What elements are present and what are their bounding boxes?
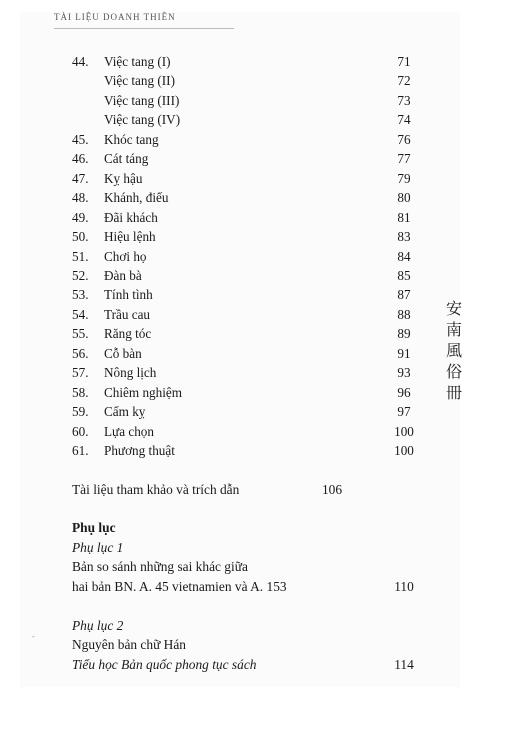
toc-page-number: 74 [397,112,411,128]
references-page: 106 [321,482,343,497]
toc-number: 45. [72,131,89,147]
toc-number: 60. [72,423,89,439]
references-title: Tài liệu tham khảo và trích dẫn [72,482,240,497]
toc-entry [0,71,515,91]
toc-entry [0,169,515,189]
toc-entry [0,130,515,150]
header-rule [54,28,234,29]
toc-number: 47. [72,170,89,186]
toc-entry [0,110,515,130]
appendix-2-line-2: Tiểu học Bản quốc phong tục sách [72,657,257,672]
vertical-chinese-title [444,298,464,403]
toc-entry [0,285,515,305]
toc-number: 55. [72,326,89,342]
toc-entry [0,227,515,247]
toc-title: Việc tang (II) [104,73,175,89]
toc-entry [0,266,515,286]
toc-page-number: 85 [397,267,411,283]
title-char: 冊 [445,383,462,402]
toc-title: Lựa chọn [104,423,154,439]
toc-number: 59. [72,404,89,420]
toc-title: Trầu cau [104,306,151,322]
toc-title: Đàn bà [104,267,142,283]
toc-number: 56. [72,345,89,361]
toc-number: 49. [72,209,89,225]
toc-page-number: 97 [397,404,411,420]
toc-number: 57. [72,365,89,381]
page-mark: - [32,632,35,641]
toc-entry [0,208,515,228]
toc-entry [0,52,515,72]
toc-number: 46. [72,151,89,167]
toc-entry [0,383,515,403]
appendix-1-label: Phụ lục 1 [72,540,124,555]
title-char: 南 [445,320,462,339]
toc-entry [0,324,515,344]
toc-title: Phương thuật [104,443,175,458]
toc-number: 52. [72,267,89,283]
toc-entry [0,441,515,461]
appendix-1-page: 110 [394,579,414,594]
appendix-2-line-1: Nguyên bản chữ Hán [72,637,186,652]
toc-page-number: 76 [397,131,411,147]
toc-title: Nông lịch [104,365,157,381]
toc-page-number: 100 [394,423,414,439]
toc-number: 51. [72,248,89,264]
toc-title: Hiệu lệnh [104,229,156,245]
toc-page-number: 93 [397,365,411,381]
toc-number: 48. [72,190,89,206]
toc-number: 61. [72,443,89,458]
toc-page-number: 88 [397,306,411,322]
toc-title: Cấm kỵ [104,404,146,420]
toc-title: Tính tình [104,287,153,303]
toc-page-number: 72 [397,73,411,89]
title-char: 風 [445,341,462,360]
toc-page-number: 89 [397,326,411,342]
toc-entry [0,91,515,111]
toc-title: Răng tóc [104,326,152,342]
toc-page-number: 81 [397,209,411,225]
toc-title: Việc tang (IV) [104,112,181,128]
toc-number: 50. [72,229,89,245]
title-char: 安 [445,299,462,318]
toc-page-number: 77 [397,151,411,167]
toc-entry [0,247,515,267]
toc-page-number: 71 [397,54,411,69]
toc-page-number: 91 [397,345,411,361]
appendix-1-line-2: hai bản BN. A. 45 vietnamien và A. 153 [72,579,287,594]
title-char: 俗 [445,362,462,381]
toc-page-number: 83 [397,229,411,245]
toc-title: Cỗ bàn [104,345,142,361]
toc-entry [0,149,515,169]
appendix-2-page: 114 [394,657,414,672]
toc-title: Việc tang (I) [104,54,171,69]
toc-number: 54. [72,306,89,322]
toc-page-number: 84 [397,248,411,264]
toc-title: Việc tang (III) [104,92,180,108]
toc-page-number: 80 [397,190,411,206]
toc-number: 44. [72,54,89,69]
toc-entry [0,188,515,208]
toc-page-number: 73 [397,92,411,108]
toc-page-number: 96 [397,384,411,400]
toc-title: Khóc tang [104,131,159,147]
toc-title: Đãi khách [104,209,158,225]
toc-entry [0,344,515,364]
toc-entry [0,422,515,442]
toc-number: 58. [72,384,89,400]
toc-entry [0,402,515,422]
running-header: TÀI LIỆU DOANH THIÊN [54,12,176,22]
toc-title: Cát táng [104,151,149,167]
toc-entry [0,305,515,325]
toc-page-number: 100 [394,443,414,458]
toc-page-number: 87 [397,287,411,303]
toc-title: Khánh, điếu [104,190,169,206]
toc-entry [0,363,515,383]
toc-page-number: 79 [397,170,411,186]
toc-title: Chơi họ [104,248,147,264]
appendix-heading: Phụ lục [72,520,116,535]
references-entry [0,480,360,500]
toc-title: Kỵ hậu [104,170,143,186]
toc-number: 53. [72,287,89,303]
toc-title: Chiêm nghiệm [104,384,183,400]
appendix-2-label: Phụ lục 2 [72,618,124,633]
appendix-1-line-1: Bản so sánh những sai khác giữa [72,559,248,574]
